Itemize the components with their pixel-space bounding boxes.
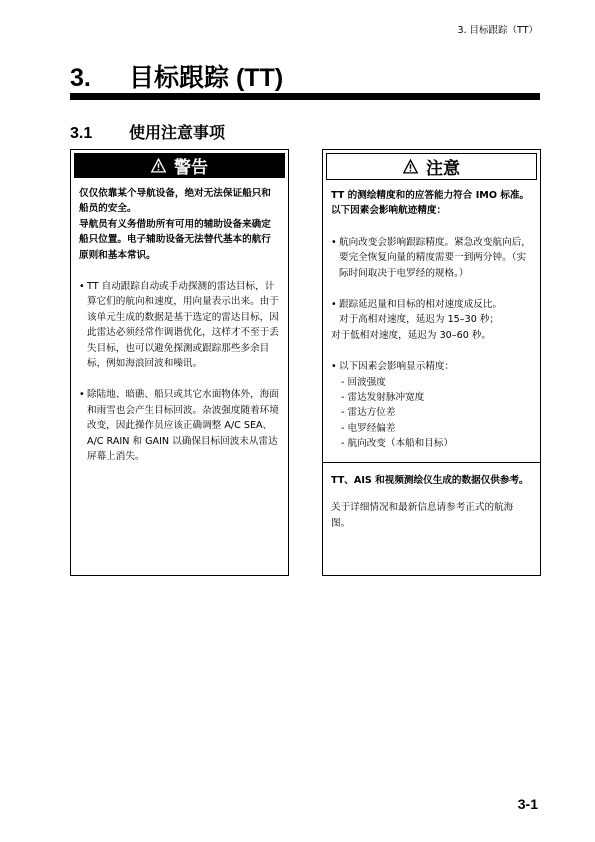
section-title: [70, 120, 225, 143]
warning-intro-2: 导航员有义务借助所有可用的辅助设备来确定船只位置。电子辅助设备无法替代基本的航行原则和基本常识。: [79, 218, 271, 261]
caution-intro-2: 以下因素会影响航迹精度：: [331, 205, 447, 217]
chapter-number: 3.: [70, 64, 91, 92]
chapter-title-text: 目标跟踪 (TT): [129, 64, 284, 92]
caution-header: [326, 153, 537, 180]
warning-bullet-1-text: TT 自动跟踪自动或手动探测的雷达目标，计算它们的航向和速度，用向量表示出来。由于该单元生成的数据是基于选定的雷达目标，因此雷达必须经常作调谐优化，这样才不至于丢失目标，也可以避免探测或跟踪那些多余目标，例如海浪回波和噪讯。: [87, 281, 279, 370]
caution-factor: - 航向改变（本船和目标）: [341, 438, 454, 450]
section-number: 3.1: [70, 125, 93, 142]
bullet-dot: •: [331, 236, 337, 248]
caution-divider: [323, 462, 540, 463]
section-title-text: 使用注意事项: [129, 125, 226, 142]
chapter-rule: [70, 93, 540, 100]
caution-bullet-3: [331, 359, 532, 374]
bullet-dot: •: [79, 389, 85, 401]
chapter-title: [70, 58, 540, 94]
warning-bullet-2: [79, 387, 280, 464]
caution-intro-1: TT 的测绘精度和的应答能力符合 IMO 标准。: [331, 190, 530, 201]
bullet-dot: •: [331, 361, 337, 373]
warning-box: [70, 149, 289, 576]
warning-triangle-icon: [403, 159, 418, 174]
caution-factor: - 雷达方位差: [341, 407, 396, 419]
caution-bullet-3-text: 以下因素会影响显示精度：: [339, 361, 455, 373]
page-number: 3-1: [517, 796, 538, 812]
caution-box: [322, 149, 541, 576]
caution-factor: - 雷达发射脉冲宽度: [341, 392, 425, 404]
warning-intro-1: 仅仅依靠某个导航设备，绝对无法保证船只和船员的安全。: [79, 188, 271, 215]
caution-bullet-2-text: 跟踪延迟量和目标的相对速度成反比。: [339, 299, 503, 311]
bullet-dot: •: [331, 299, 337, 311]
warning-body: [71, 186, 288, 465]
caution-label: 注意: [426, 159, 460, 179]
warning-bullet-1: [79, 279, 280, 371]
running-head: 3. 目标跟踪（TT）: [457, 25, 538, 36]
caution-bullet-2: [331, 297, 532, 312]
warning-label: 警告: [174, 158, 208, 178]
caution-factor: - 电罗经偏差: [341, 422, 396, 434]
caution-bullet-2-line-b: 对于低相对速度，延迟为 30–60 秒。: [331, 329, 492, 341]
caution-bullet-2-line-a: 对于高相对速度，延迟为 15–30 秒；: [339, 314, 500, 326]
caution-note: 关于详细情况和最新信息请参考正式的航海图。: [331, 502, 514, 529]
caution-note-bold: TT、AIS 和视频测绘仪生成的数据仅供参考。: [331, 474, 529, 486]
caution-body: [323, 188, 540, 531]
warning-header: [74, 153, 285, 178]
caution-bullet-1-text: 航向改变会影响跟踪精度。紧急改变航向后，要完全恢复向量的精度需要一到两分钟。（实际时间取决于电罗经的规格。）: [339, 236, 531, 279]
bullet-dot: •: [79, 281, 85, 293]
caution-bullet-1: [331, 235, 532, 281]
warning-bullet-2-text: 除陆地、暗礁、船只或其它水面物体外，海面和雨雪也会产生目标回波。杂波强度随着环境改变，因此操作员应该正确调整 A/C SEA、A/C RAIN 和 GAIN 以确保目标回波未从雷达屏幕上消失。: [87, 389, 279, 463]
caution-factor: - 回波强度: [341, 376, 386, 388]
warning-triangle-icon: [151, 158, 166, 173]
